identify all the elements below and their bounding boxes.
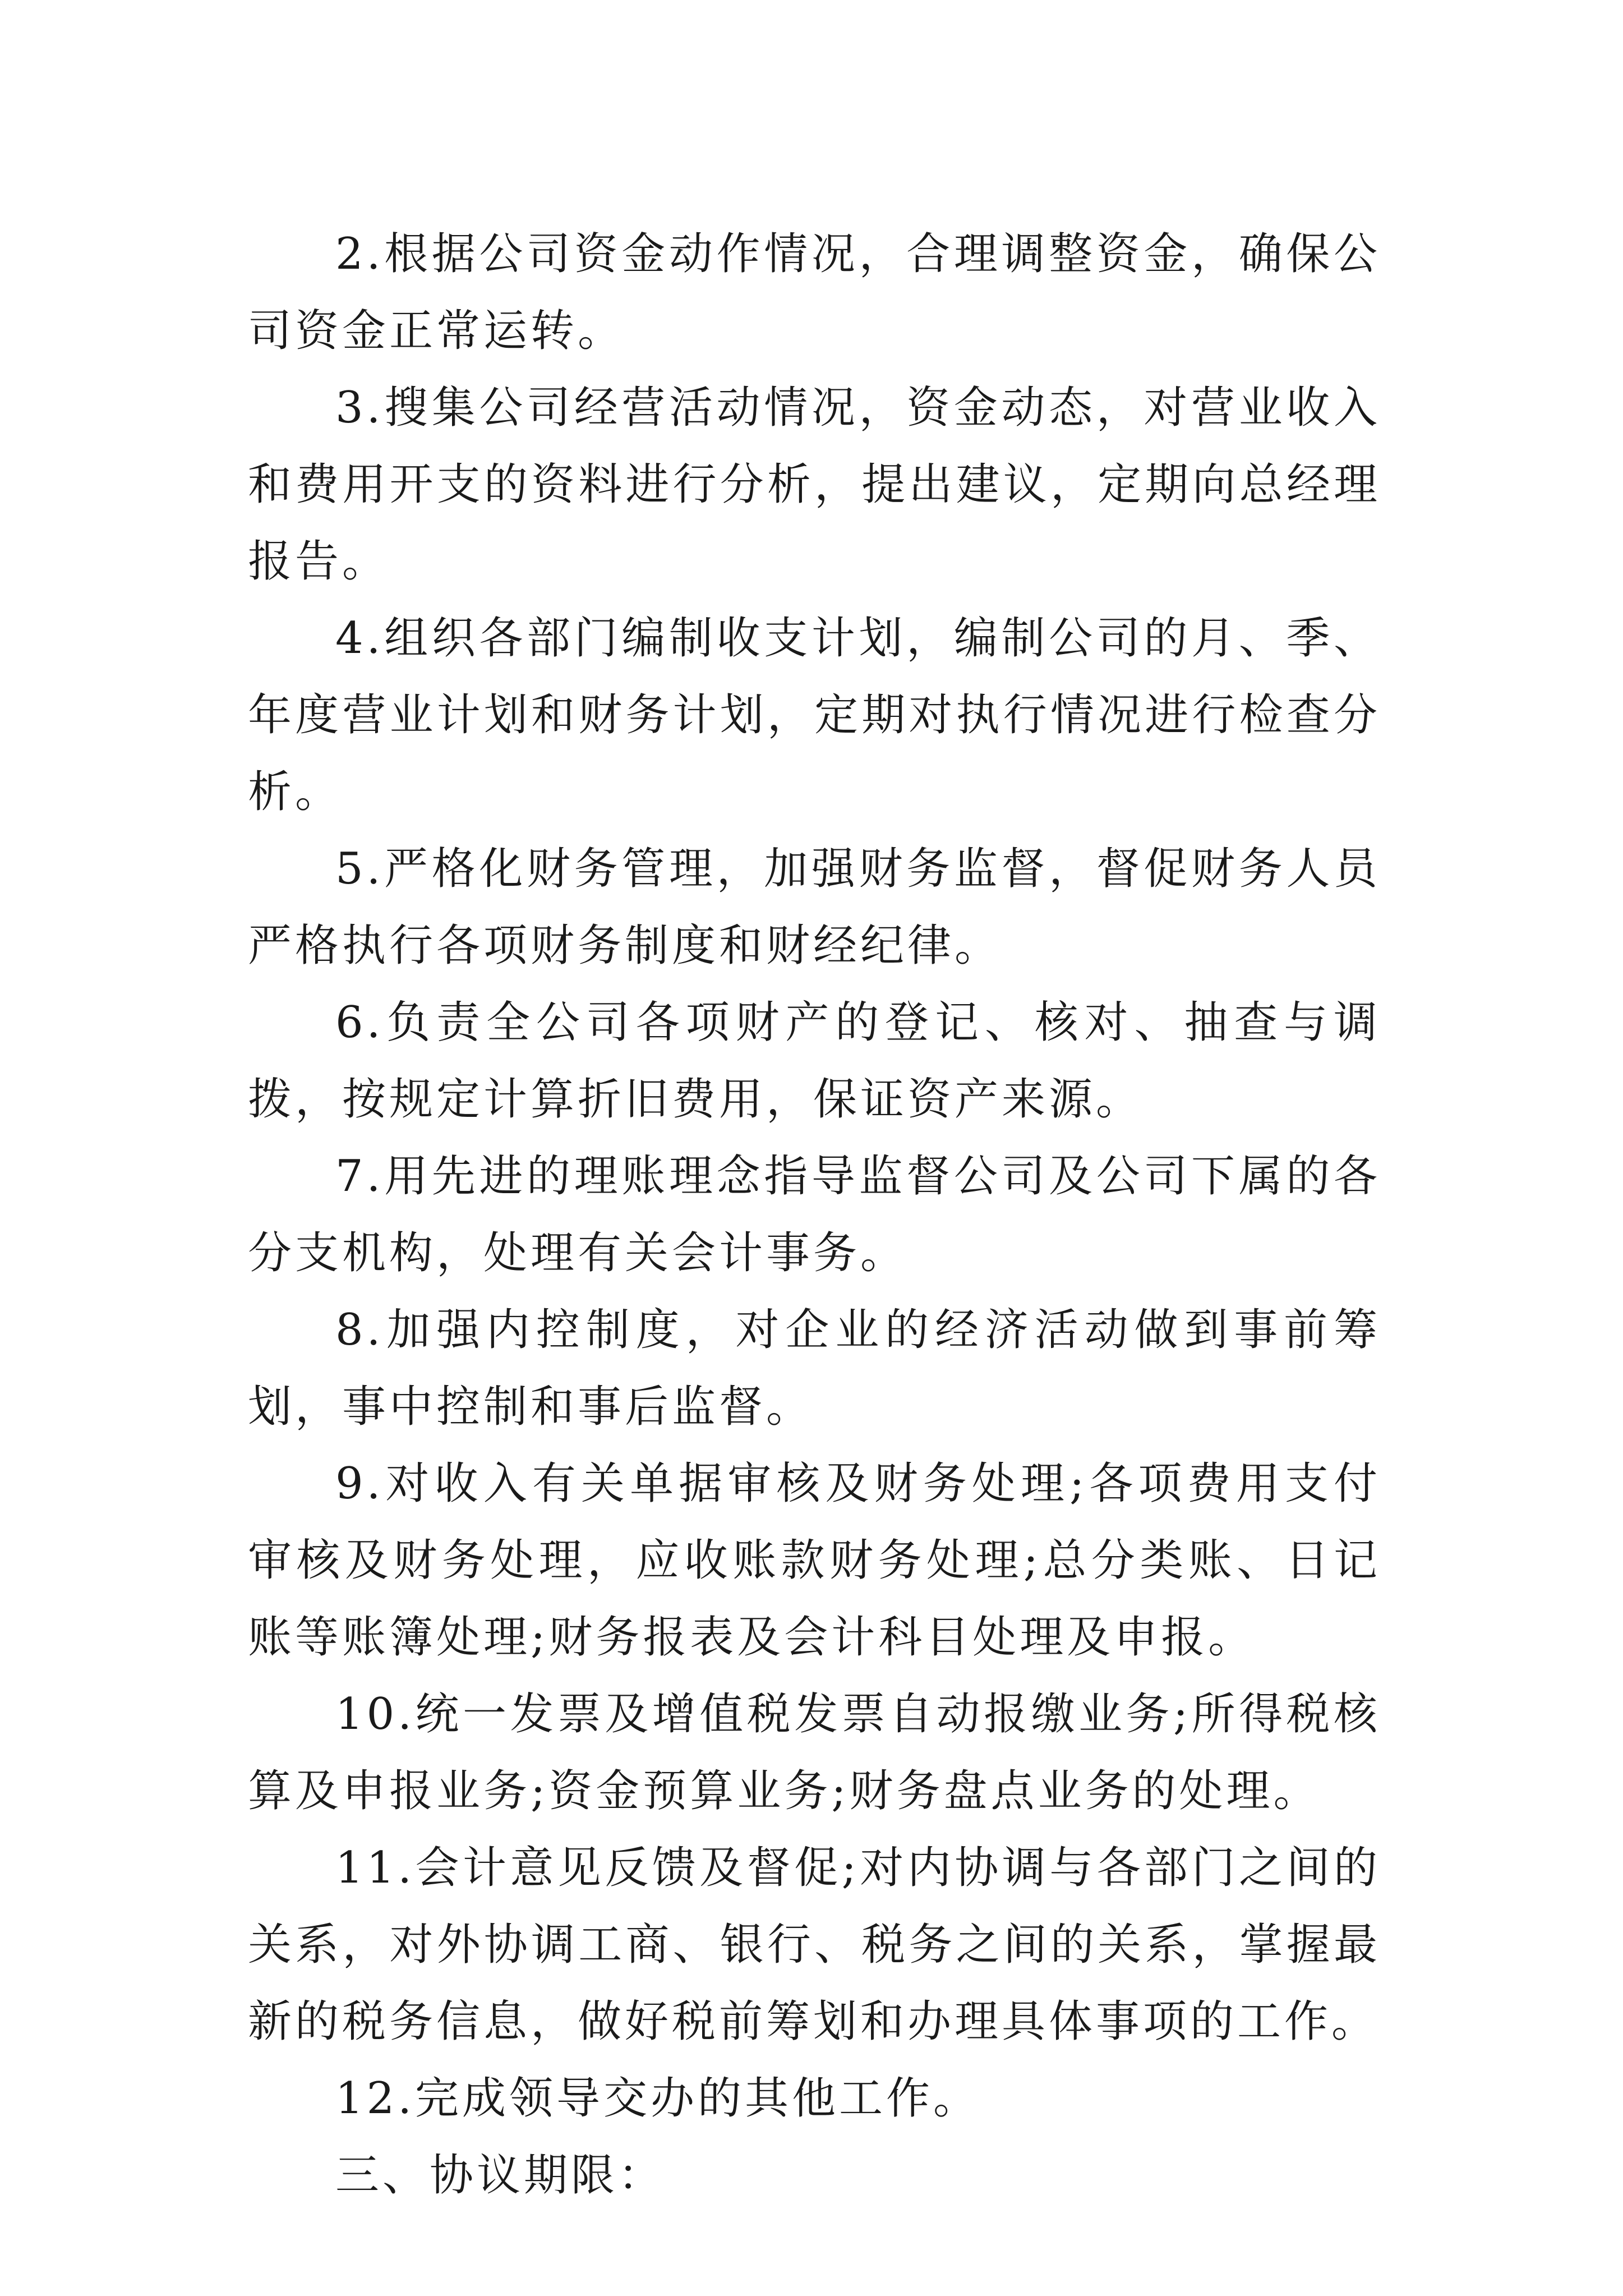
paragraph-item-2: 2.根据公司资金动作情况，合理调整资金，确保公司资金正常运转。 bbox=[248, 229, 1381, 356]
paragraph-item-8: 8.加强内控制度，对企业的经济活动做到事前筹划，事中控制和事后监督。 bbox=[248, 1305, 1381, 1432]
paragraph-item-6: 6.负责全公司各项财产的登记、核对、抽查与调拨，按规定计算折旧费用，保证资产来源。 bbox=[248, 997, 1381, 1125]
paragraph-item-5: 5.严格化财务管理，加强财务监督，督促财务人员严格执行各项财务制度和财经纪律。 bbox=[248, 844, 1381, 971]
paragraph-item-11: 11.会计意见反馈及督促;对内协调与各部门之间的关系，对外协调工商、银行、税务之间的关系，掌握最新的税务信息，做好税前筹划和办理具体事项的工作。 bbox=[248, 1843, 1381, 2047]
document-body bbox=[248, 216, 1381, 2214]
paragraph-item-7: 7.用先进的理账理念指导监督公司及公司下属的各分支机构，处理有关会计事务。 bbox=[248, 1151, 1381, 1278]
paragraph-item-12: 12.完成领导交办的其他工作。 bbox=[335, 2073, 981, 2124]
paragraph-item-4: 4.组织各部门编制收支计划，编制公司的月、季、年度营业计划和财务计划，定期对执行情况进行检查分析。 bbox=[248, 613, 1381, 817]
paragraph-item-3: 3.搜集公司经营活动情况，资金动态，对营业收入和费用开支的资料进行分析，提出建议，定期向总经理报告。 bbox=[248, 383, 1381, 587]
paragraph-item-9: 9.对收入有关单据审核及财务处理;各项费用支付审核及财务处理，应收账款财务处理;总分类账、日记账等账簿处理;财务报表及会计科目处理及申报。 bbox=[248, 1458, 1381, 1663]
paragraph-item-10: 10.统一发票及增值税发票自动报缴业务;所得税核算及申报业务;资金预算业务;财务盘点业务的处理。 bbox=[248, 1689, 1381, 1816]
section-heading-agreement-term: 三、协议期限： bbox=[335, 2150, 666, 2201]
